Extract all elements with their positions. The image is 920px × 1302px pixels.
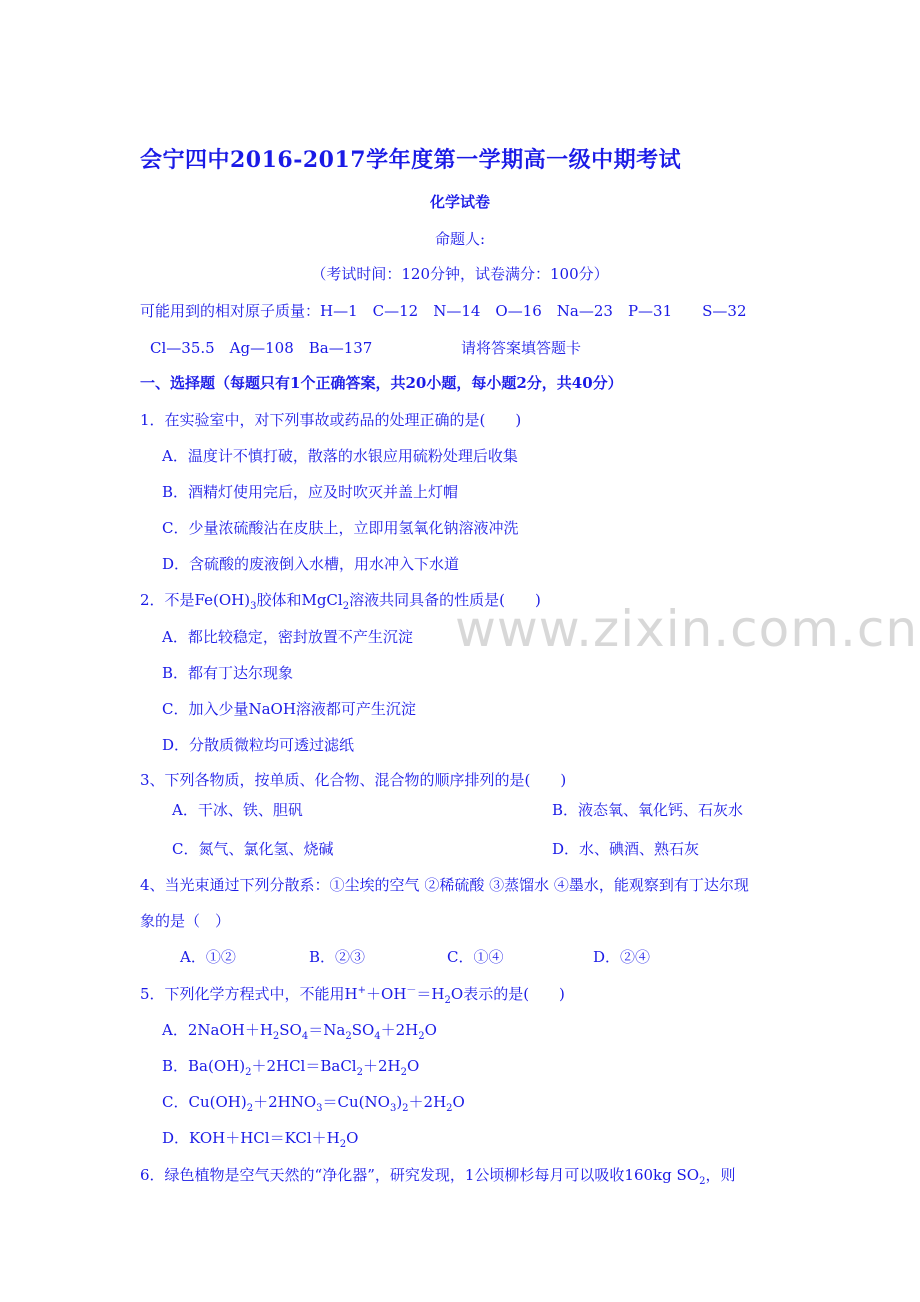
question-5-option-d: D．$KOH+HCl=KCl+H_2O$	[162, 1129, 359, 1150]
question-6-stem: 6．绿色植物是空气天然的“净化器”，研究发现，1公顷柳杉每月可以吸收160kg $SO_2$，则	[140, 1166, 736, 1187]
question-5-stem: 5．下列化学方程式中，不能用$H^++OH^-=H_2O$表示的是( )	[140, 985, 565, 1006]
instruction: 请将答案填答题卡	[461, 339, 582, 357]
question-2-option-b: B．都有丁达尔现象	[162, 664, 294, 682]
question-5-option-a: A．$2NaOH+H_2SO_4=Na_2SO_4+2H_2O$	[162, 1021, 437, 1042]
question-4-option-a: A．①②	[180, 948, 236, 966]
question-3-option-c: C．氮气、氯化氢、烧碱	[172, 840, 334, 858]
section-heading: 一、选择题（每题只有1个正确答案，共20小题，每小题2分，共40分）	[140, 374, 623, 392]
question-1-option-b: B．酒精灯使用完后，应及时吹灭并盖上灯帽	[162, 483, 459, 501]
question-2-option-d: D．分散质微粒均可透过滤纸	[162, 736, 355, 754]
question-3-stem: 3、下列各物质，按单质、化合物、混合物的顺序排列的是( )	[140, 771, 567, 789]
question-1-option-a: A．温度计不慎打破，散落的水银应用硫粉处理后收集	[162, 447, 518, 465]
question-4-stem-2: 象的是（ ）	[140, 912, 231, 930]
atomic-mass-line: 可能用到的相对原子质量：H—1 C—12 N—14 O—16 Na—23 P—31 S—32	[140, 302, 747, 320]
atomic-mass-line-2: Cl—35.5 Ag—108 Ba—137	[150, 339, 373, 357]
question-4-option-b: B．②③	[309, 948, 366, 966]
question-2-stem: 2．不是$Fe(OH)_3$胶体和MgCl$_2$溶液共同具备的性质是( )	[140, 591, 541, 612]
watermark: www.zixin.com.cn	[455, 600, 919, 658]
author-line: 命题人:	[434, 230, 486, 248]
question-3-option-d: D．水、碘酒、熟石灰	[552, 840, 700, 858]
question-3-option-b: B．液态氧、氧化钙、石灰水	[552, 801, 744, 819]
question-5-option-c: C．$Cu(OH)_2+2HNO_3=Cu(NO_3)_2+2H_2O$	[162, 1093, 465, 1114]
question-1-stem: 1．在实验室中，对下列事故或药品的处理正确的是( )	[140, 411, 522, 429]
question-1-option-d: D．含硫酸的废液倒入水槽，用水冲入下水道	[162, 555, 460, 573]
exam-info: （考试时间：120分钟，试卷满分：100分）	[311, 265, 609, 283]
question-3-option-a: A．干冰、铁、胆矾	[172, 801, 303, 819]
question-4-option-d: D．②④	[593, 948, 651, 966]
question-4-option-c: C．①④	[447, 948, 504, 966]
question-1-option-c: C．少量浓硫酸沾在皮肤上，立即用氢氧化钠溶液冲洗	[162, 519, 519, 537]
question-5-option-b: B．$Ba(OH)_2+2HCl=BaCl_2+2H_2O$	[162, 1057, 420, 1078]
question-2-option-c: C．加入少量NaOH溶液都可产生沉淀	[162, 700, 416, 718]
subject-title: 化学试卷	[429, 193, 490, 211]
question-4-stem: 4、当光束通过下列分散系：①尘埃的空气 ②稀硫酸 ③蒸馏水 ④墨水，能观察到有丁达尔现	[140, 876, 749, 894]
question-2-option-a: A．都比较稳定，密封放置不产生沉淀	[162, 628, 413, 646]
page-title: 会宁四中2016-2017学年度第一学期高一级中期考试	[140, 147, 682, 173]
